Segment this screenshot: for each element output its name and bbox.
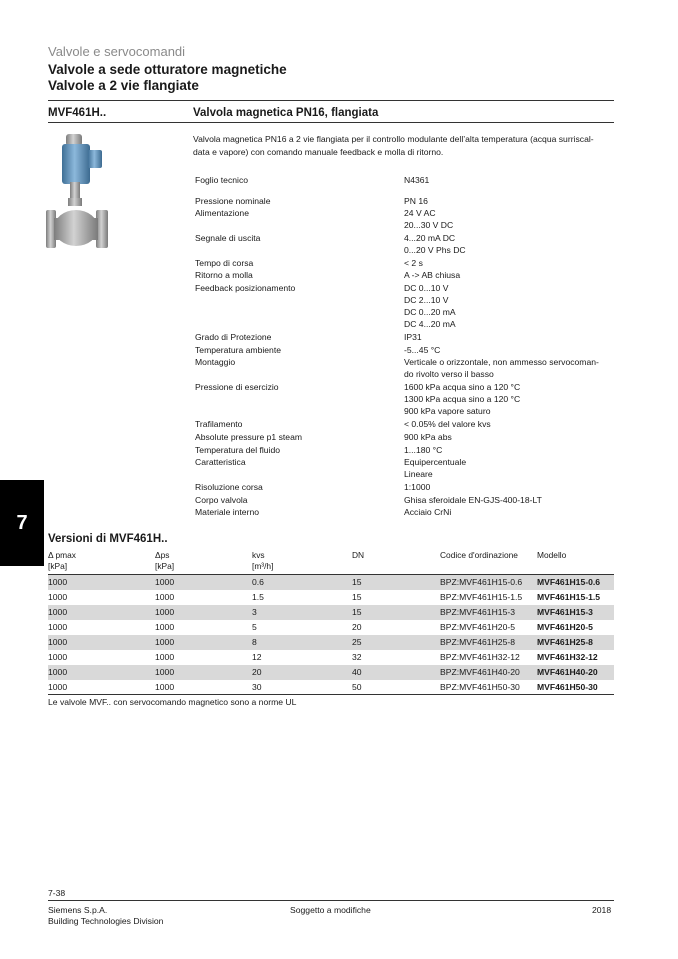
product-rule	[48, 122, 614, 123]
col-header-dn: DN	[352, 550, 365, 560]
product-description: Valvola magnetica PN16 a 2 vie flangiata per il controllo modulante dell’alta temperatura (acqua surriscal- data e vapore) con comando manuale feedback e molla di ritorno.	[193, 134, 594, 157]
spec-value: 900 kPa abs	[404, 432, 452, 442]
spec-label-spring-return: Ritorno a molla	[195, 270, 253, 280]
table-note: Le valvole MVF.. con servocomando magnetico sono a norme UL	[48, 697, 297, 707]
col-header-model: Modello	[537, 550, 567, 560]
col-header-dpmax: Δ pmax [kPa]	[48, 550, 76, 571]
spec-value: -5...45 °C	[404, 345, 441, 355]
spec-value: do rivolto verso il basso	[404, 369, 494, 379]
spec-label-operating-pressure: Pressione di esercizio	[195, 382, 279, 392]
spec-value: DC 0...10 V	[404, 283, 449, 293]
spec-label-stroke-time: Tempo di corsa	[195, 258, 254, 268]
spec-label-valve-body: Corpo valvola	[195, 495, 248, 505]
spec-label-output-signal: Segnale di uscita	[195, 233, 261, 243]
spec-value: N4361	[404, 175, 430, 185]
spec-value: Equipercentuale	[404, 457, 467, 467]
footer-disclaimer: Soggetto a modifiche	[290, 905, 371, 915]
spec-value: < 0.05% del valore kvs	[404, 419, 491, 429]
spec-value: Lineare	[404, 469, 433, 479]
spec-value: 0...20 V Phs DC	[404, 245, 466, 255]
spec-value: 20...30 V DC	[404, 220, 454, 230]
spec-label-position-feedback: Feedback posizionamento	[195, 283, 296, 293]
spec-value: Verticale o orizzontale, non ammesso servocoman-	[404, 357, 599, 367]
spec-label-characteristic: Caratteristica	[195, 457, 246, 467]
spec-value: 1...180 °C	[404, 445, 443, 455]
spec-value: 1600 kPa acqua sino a 120 °C	[404, 382, 521, 392]
spec-value: A -> AB chiusa	[404, 270, 461, 280]
spec-label-ambient-temp: Temperatura ambiente	[195, 345, 281, 355]
header-rule	[48, 100, 614, 101]
table-row: 1000 1000 3 15 BPZ:MVF461H15-3 MVF461H15-3	[48, 605, 614, 620]
spec-value: 4...20 mA DC	[404, 233, 456, 243]
spec-value: Ghisa sferoidale EN-GJS-400-18-LT	[404, 495, 542, 505]
spec-value: DC 0...20 mA	[404, 307, 456, 317]
page-number: 7-38	[48, 888, 66, 898]
table-row: 1000 1000 1.5 15 BPZ:MVF461H15-1.5 MVF461H15-1.5	[48, 592, 601, 602]
table-row: 1000 1000 30 50 BPZ:MVF461H50-30 MVF461H50-30	[48, 682, 598, 692]
spec-label-power-supply: Alimentazione	[195, 208, 249, 218]
valve-product-image	[46, 128, 118, 258]
spec-label-technical-sheet: Foglio tecnico	[195, 175, 249, 185]
footer-company: Siemens S.p.A. Building Technologies Division	[48, 905, 164, 926]
spec-value: DC 2...10 V	[404, 295, 449, 305]
chapter-tab: 7	[0, 480, 44, 566]
spec-label-fluid-temp: Temperatura del fluido	[195, 445, 281, 455]
spec-value: 1:1000	[404, 482, 431, 492]
table-row: 1000 1000 0.6 15 BPZ:MVF461H15-0.6 MVF461H15-0.6	[48, 575, 614, 590]
footer-rule	[48, 900, 614, 901]
spec-label-internal-material: Materiale interno	[195, 507, 260, 517]
spec-value: DC 4...20 mA	[404, 319, 456, 329]
spec-value: 900 kPa vapore saturo	[404, 406, 491, 416]
product-code: MVF461H..	[48, 107, 107, 119]
table-row: 1000 1000 12 32 BPZ:MVF461H32-12 MVF461H32-12	[48, 652, 598, 662]
spec-label-nominal-pressure: Pressione nominale	[195, 196, 271, 206]
spec-value: IP31	[404, 332, 422, 342]
page-subtitle: Valvole a 2 vie flangiate	[48, 78, 199, 93]
table-row: 1000 1000 5 20 BPZ:MVF461H20-5 MVF461H20-5	[48, 622, 593, 632]
col-header-order-code: Codice d'ordinazione	[440, 550, 518, 560]
spec-value: PN 16	[404, 196, 428, 206]
col-header-kvs: kvs [m³/h]	[252, 550, 274, 571]
spec-value: 24 V AC	[404, 208, 436, 218]
spec-label-protection: Grado di Protezione	[195, 332, 272, 342]
product-title: Valvola magnetica PN16, flangiata	[193, 107, 379, 119]
table-row: 1000 1000 8 25 BPZ:MVF461H25-8 MVF461H25-8	[48, 635, 614, 650]
spec-label-stroke-resolution: Risoluzione corsa	[195, 482, 263, 492]
spec-label-abs-pressure: Absolute pressure p1 steam	[195, 432, 303, 442]
table-bottom-rule	[48, 694, 614, 695]
footer-year: 2018	[592, 905, 612, 915]
section-category: Valvole e servocomandi	[48, 44, 186, 59]
table-row: 1000 1000 20 40 BPZ:MVF461H40-20 MVF461H40-20	[48, 665, 614, 680]
spec-label-leakage: Trafilamento	[195, 419, 243, 429]
page-title: Valvole a sede otturatore magnetiche	[48, 62, 287, 77]
spec-value: 1300 kPa acqua sino a 120 °C	[404, 394, 521, 404]
col-header-dps: Δps [kPa]	[155, 550, 175, 571]
spec-label-mounting: Montaggio	[195, 357, 236, 367]
versions-title: Versioni di MVF461H..	[48, 533, 168, 545]
spec-value: Acciaio CrNi	[404, 507, 452, 517]
spec-value: < 2 s	[404, 258, 423, 268]
